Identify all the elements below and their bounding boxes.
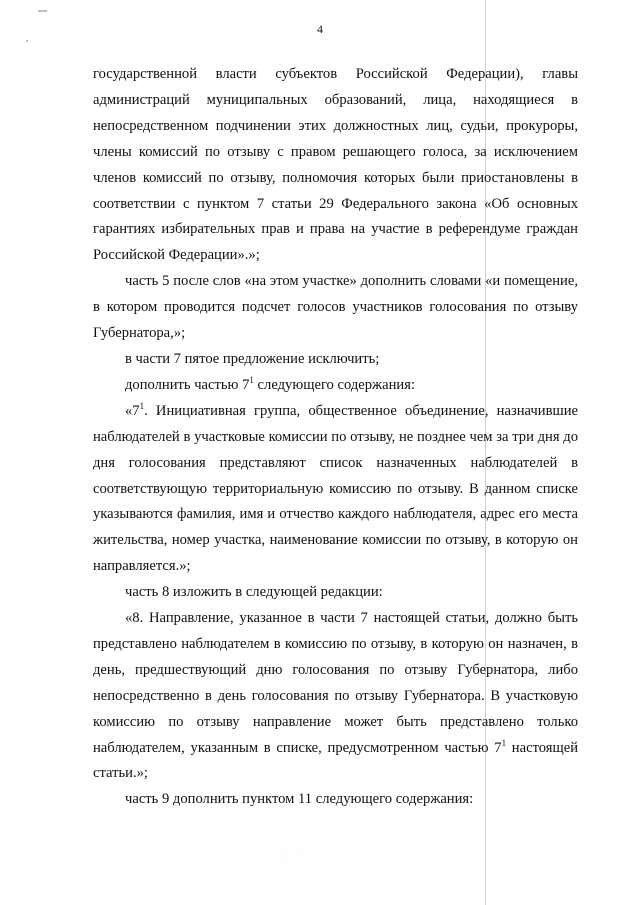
part-7-1-text: . Инициативная группа, общественное объединение, назначившие наблюдателей в участковые комиссии по отзыву, не позднее чем за три дня до дня голосования представляют список назначенных наблюдателей в соответствующую территориальную комиссию по отзыву. В данном списке указываются фамилия, имя и отчество каждого наблюдателя, адрес его места жительства, номер участка, наименование комиссии по отзыву, в которую он направляется.»; <box>93 402 578 575</box>
paragraph-part-7-text: в части 7 пятое предложение исключить; <box>125 350 380 367</box>
part-7-1-number: «7 <box>125 402 140 419</box>
paragraph-part-5: часть 5 после слов «на этом участке» дополнить словами «и помещение, в котором проводится подсчет голосов участников голосования по отзыву Губернатора,»; <box>93 273 578 342</box>
scan-dots: · · · <box>284 848 304 866</box>
scan-mark-top-left <box>38 10 47 12</box>
paragraph-part-9: часть 9 дополнить пунктом 11 следующего содержания: <box>125 791 474 808</box>
paragraph-part-7 <box>93 347 578 373</box>
scan-mark-left <box>26 40 28 42</box>
part-8-text: «8. Направление, указанное в части 7 настоящей статьи, должно быть представлено наблюдателем в комиссию по отзыву, в которую он назначен, в день, предшествующий дню голосования по отзыву Губернатора, либо непосредственно в день голосования по отзыву Губернатора. В участковую комиссию по отзыву направление может быть представлено только наблюдателем, указанным в списке, предусмотренном частью 7 <box>93 610 578 756</box>
paragraph-add-part-7-1 <box>93 373 578 399</box>
superscript: 1 <box>249 374 254 385</box>
superscript: 1 <box>501 737 507 748</box>
part-8-text-end: настоящей статьи.»; <box>93 739 579 782</box>
add-part-text-end: следующего содержания: <box>253 376 416 393</box>
paragraph-continuation: государственной власти субъектов Российской Федерации), главы администраций муниципальных образований, лица, находящиеся в непосредственном подчинении этих должностных лиц, судьи, прокуроры, члены комиссий по отзыву с правом решающего голоса, за исключением членов комиссий по отзыву, полномочия которых были приостановлены в соответствии с пунктом 7 статьи 29 Федерального закона «Об основных гарантиях избирательных прав и права на участие в референдуме граждан Российской Федерации».»; <box>93 66 578 264</box>
document-body <box>93 62 578 813</box>
add-part-text: дополнить частью 7 <box>125 376 250 393</box>
page-number: 4 <box>317 22 323 36</box>
paragraph-part-8-content <box>93 606 578 787</box>
superscript: 1 <box>139 400 145 411</box>
paragraph-part-8: часть 8 изложить в следующей редакции: <box>125 584 383 601</box>
paragraph-part-7-1-content <box>93 399 578 580</box>
